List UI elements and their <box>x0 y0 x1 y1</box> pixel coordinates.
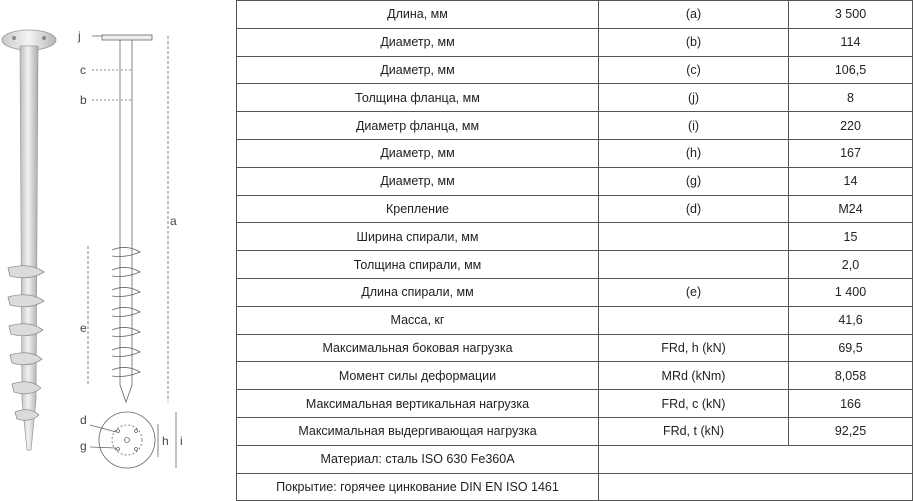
spec-row <box>237 390 913 418</box>
spec-value-cell: M24 <box>789 195 913 223</box>
spec-symbol-cell <box>599 251 789 279</box>
spec-symbol-cell: (i) <box>599 112 789 140</box>
pile-photo <box>2 30 56 450</box>
spec-value-cell: 8,058 <box>789 362 913 390</box>
spec-symbol-cell: (c) <box>599 56 789 84</box>
spec-param-cell: Диаметр, мм <box>237 28 599 56</box>
footer-text-cell: Покрытие: горячее цинкование DIN EN ISO 1461 <box>237 473 599 501</box>
label-e: e <box>80 321 87 335</box>
spec-row <box>237 167 913 195</box>
spec-value-cell: 3 500 <box>789 1 913 29</box>
spec-row <box>237 28 913 56</box>
spec-row <box>237 417 913 445</box>
spec-symbol-cell: (h) <box>599 139 789 167</box>
spec-param-cell: Масса, кг <box>237 306 599 334</box>
flange-hole <box>42 36 46 40</box>
footer-row <box>237 445 913 473</box>
spec-row <box>237 139 913 167</box>
spec-value-cell: 15 <box>789 223 913 251</box>
label-d: d <box>80 413 87 427</box>
label-j: j <box>78 29 81 43</box>
label-h: h <box>162 434 169 448</box>
spec-row <box>237 362 913 390</box>
spec-symbol-cell <box>599 306 789 334</box>
spec-row <box>237 195 913 223</box>
spec-param-cell: Крепление <box>237 195 599 223</box>
helix-lines <box>112 247 140 376</box>
spec-symbol-cell: (d) <box>599 195 789 223</box>
spec-row <box>237 334 913 362</box>
label-g: g <box>80 439 87 453</box>
spec-row <box>237 84 913 112</box>
spec-row <box>237 306 913 334</box>
spec-row <box>237 1 913 29</box>
spec-param-cell: Толщина спирали, мм <box>237 251 599 279</box>
spec-param-cell: Максимальная вертикальная нагрузка <box>237 390 599 418</box>
spec-row <box>237 251 913 279</box>
spec-param-cell: Момент силы деформации <box>237 362 599 390</box>
spec-value-cell: 14 <box>789 167 913 195</box>
spec-param-cell: Диаметр, мм <box>237 56 599 84</box>
spec-symbol-cell: (j) <box>599 84 789 112</box>
footer-text-cell: Материал: сталь ISO 630 Fe360A <box>237 445 599 473</box>
label-a: a <box>170 214 177 228</box>
spec-param-cell: Длина, мм <box>237 1 599 29</box>
spec-value-cell: 69,5 <box>789 334 913 362</box>
spec-value-cell: 1 400 <box>789 278 913 306</box>
spec-value-cell: 220 <box>789 112 913 140</box>
spec-symbol-cell: FRd, t (kN) <box>599 417 789 445</box>
spec-value-cell: 8 <box>789 84 913 112</box>
spec-symbol-cell: FRd, h (kN) <box>599 334 789 362</box>
spec-row <box>237 112 913 140</box>
spec-symbol-cell: (g) <box>599 167 789 195</box>
footer-empty-cell <box>599 473 913 501</box>
dimension-labels <box>77 29 183 453</box>
screw-pile-drawing <box>0 0 236 501</box>
spec-value-cell: 2,0 <box>789 251 913 279</box>
spec-param-cell: Максимальная выдергивающая нагрузка <box>237 417 599 445</box>
spec-symbol-cell: (b) <box>599 28 789 56</box>
label-c: c <box>80 63 86 77</box>
specification-table <box>236 0 913 501</box>
spec-symbol-cell: (a) <box>599 1 789 29</box>
spec-param-cell: Диаметр фланца, мм <box>237 112 599 140</box>
spec-symbol-cell: (e) <box>599 278 789 306</box>
spec-value-cell: 167 <box>789 139 913 167</box>
spec-value-cell: 106,5 <box>789 56 913 84</box>
spec-row <box>237 278 913 306</box>
spec-value-cell: 114 <box>789 28 913 56</box>
specification-rows <box>237 1 913 501</box>
label-b: b <box>80 93 87 107</box>
spec-row <box>237 56 913 84</box>
flange-hole <box>12 36 16 40</box>
footer-empty-cell <box>599 445 913 473</box>
spec-value-cell: 166 <box>789 390 913 418</box>
footer-row <box>237 473 913 501</box>
pile-line-drawing <box>88 35 176 468</box>
spec-param-cell: Диаметр, мм <box>237 139 599 167</box>
label-i: i <box>180 434 183 448</box>
spec-value-cell: 41,6 <box>789 306 913 334</box>
spec-param-cell: Максимальная боковая нагрузка <box>237 334 599 362</box>
spec-symbol-cell: MRd (kNm) <box>599 362 789 390</box>
spec-param-cell: Толщина фланца, мм <box>237 84 599 112</box>
spec-param-cell: Длина спирали, мм <box>237 278 599 306</box>
spec-param-cell: Ширина спирали, мм <box>237 223 599 251</box>
spec-row <box>237 223 913 251</box>
spec-symbol-cell: FRd, c (kN) <box>599 390 789 418</box>
spec-symbol-cell <box>599 223 789 251</box>
spec-value-cell: 92,25 <box>789 417 913 445</box>
spec-param-cell: Диаметр, мм <box>237 167 599 195</box>
